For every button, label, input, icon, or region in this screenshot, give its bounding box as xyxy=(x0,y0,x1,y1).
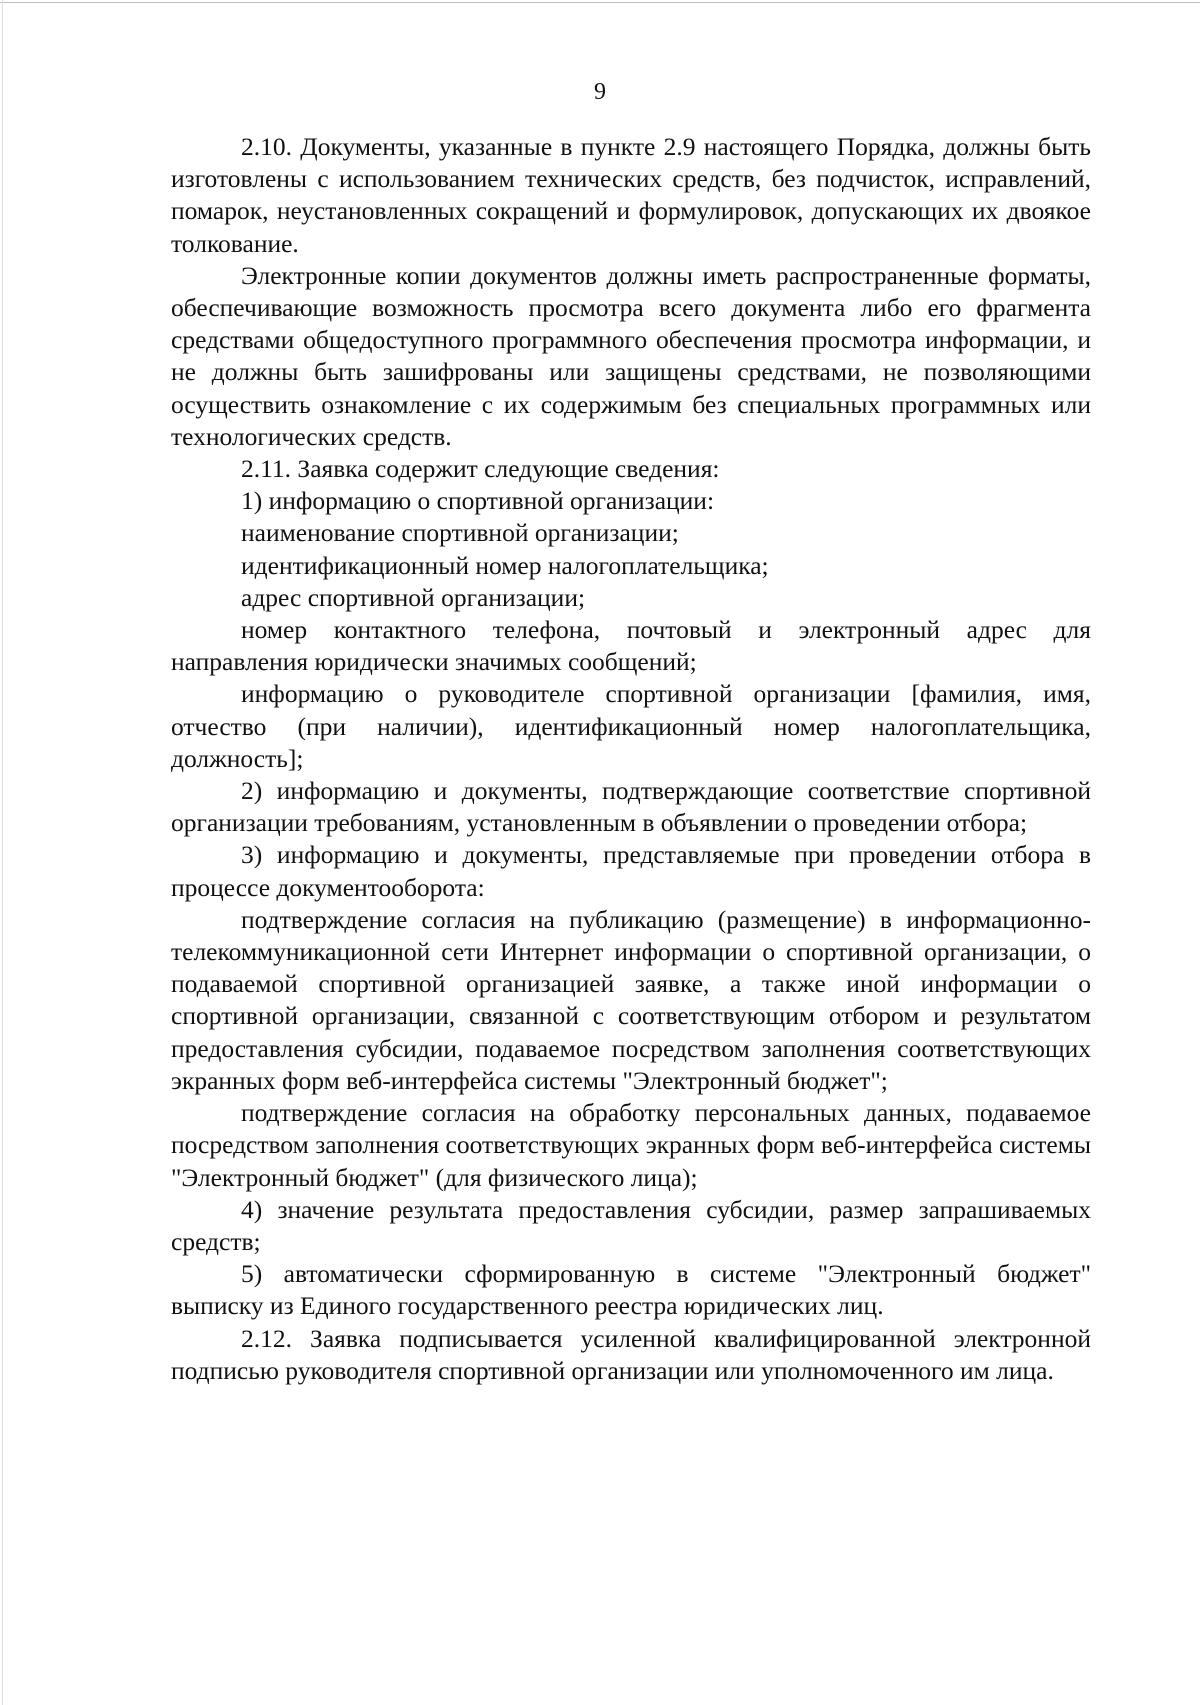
scan-edge-top xyxy=(0,2,1200,3)
paragraph-electronic-copies: Электронные копии документов должны иметь распространенные форматы, обеспечивающие возможность просмотра всего документа либо его фрагмента средствами общедоступного программного обеспечения просмотра информации, и не должны быть зашифрованы или защищены средствами, не позволяющими осуществить ознакомление с их содержимым без специальных программных или технологических средств. xyxy=(171,260,1091,451)
list-item-publication-consent: подтверждение согласия на публикацию (размещение) в информационно-телекоммуникационной сети Интернет информации о спортивной организации, о подаваемой спортивной организацией заявке, а также иной информации о спортивной организации, связанной с соответствующим отбором и результатом предоставления субсидии, подаваемое посредством заполнения соответствующих экранных форм веб-интерфейса системы "Электронный бюджет"; xyxy=(171,904,1091,1095)
list-item-4: 4) значение результата предоставления субсидии, размер запрашиваемых средств; xyxy=(171,1194,1091,1256)
list-item-address: адрес спортивной организации; xyxy=(241,582,586,612)
list-item-3: 3) информацию и документы, представляемые при проведении отбора в процессе документооборота: xyxy=(171,840,1091,902)
list-item-inn: идентификационный номер налогоплательщика; xyxy=(241,550,769,580)
list-item-1: 1) информацию о спортивной организации: xyxy=(241,486,715,516)
paragraph-2-11: 2.11. Заявка содержит следующие сведения: xyxy=(241,454,720,484)
document-body xyxy=(171,131,1091,1387)
scan-edge-left xyxy=(2,0,3,1705)
list-item-2: 2) информацию и документы, подтверждающие соответствие спортивной организации требованиям, установленным в объявлении о проведении отбора; xyxy=(171,776,1091,838)
page-number: 9 xyxy=(594,79,606,105)
list-item-5: 5) автоматически сформированную в системе "Электронный бюджет" выписку из Единого государственного реестра юридических лиц. xyxy=(171,1259,1091,1321)
paragraph-2-10: 2.10. Документы, указанные в пункте 2.9 настоящего Порядка, должны быть изготовлены с использованием технических средств, без подчисток, исправлений, помарок, неустановленных сокращений и формулировок, допускающих их двоякое толкование. xyxy=(171,132,1091,258)
list-item-head-info: информацию о руководителе спортивной организации [фамилия, имя, отчество (при наличии), идентификационный номер налогоплательщика, должность]; xyxy=(171,679,1091,773)
paragraph-2-12: 2.12. Заявка подписывается усиленной квалифицированной электронной подписью руководителя спортивной организации или уполномоченного им лица. xyxy=(171,1323,1091,1385)
list-item-org-name: наименование спортивной организации; xyxy=(241,518,679,548)
list-item-contacts: номер контактного телефона, почтовый и электронный адрес для направления юридически значимых сообщений; xyxy=(171,615,1091,677)
list-item-personal-data-consent: подтверждение согласия на обработку персональных данных, подаваемое посредством заполнения соответствующих экранных форм веб-интерфейса системы "Электронный бюджет" (для физического лица); xyxy=(171,1098,1091,1192)
